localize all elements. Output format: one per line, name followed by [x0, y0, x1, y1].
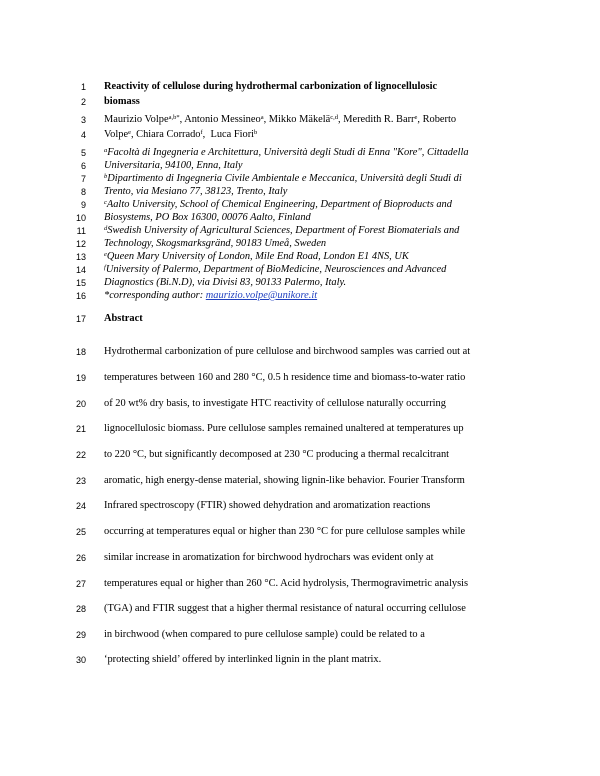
abstract-line: ‘protecting shield’ offered by interlinked lignin in the plant matrix. — [104, 654, 382, 665]
line-number: 5 — [80, 148, 86, 158]
paper-title-line: biomass — [104, 96, 140, 107]
affiliation-line: $^e$Queen Mary University of London, Mile End Road, London E1 4NS, UK — [104, 251, 409, 262]
paper-title-line: Reactivity of cellulose during hydrothermal carbonization of lignocellulosic — [104, 81, 438, 92]
affiliation-line: Technology, Skogsmarksgränd, 90183 Umeå, Sweden — [104, 238, 327, 249]
line-number: 29 — [75, 630, 86, 640]
line-number: 25 — [75, 527, 86, 537]
line-number: 17 — [75, 314, 86, 324]
line-number: 24 — [75, 501, 86, 511]
author-name: Chiara Corrado — [136, 129, 201, 140]
author-list: Maurizio Volpe$^{a,b*}$, Antonio Messineo$^a$, Mikko Mäkelä$^{c,d}$, Meredith R. Barr$^e$, Roberto — [104, 114, 457, 125]
line-number: 30 — [75, 655, 86, 665]
author-affiliation-mark: a — [260, 114, 264, 121]
abstract-line: aromatic, high energy-dense material, showing lignin-like behavior. Fourier Transform — [104, 475, 465, 486]
abstract-line: in birchwood (when compared to pure cellulose sample) could be related to a — [104, 629, 425, 640]
author-name: Antonio Messineo — [184, 114, 261, 125]
line-number: 2 — [80, 97, 86, 107]
author-affiliation-mark: b — [254, 129, 258, 136]
line-number: 22 — [75, 450, 86, 460]
author-name: Maurizio Volpe — [104, 114, 169, 125]
abstract-line: lignocellulosic biomass. Pure cellulose samples remained unaltered at temperatures up — [104, 423, 464, 434]
affiliation-line: Diagnostics (Bi.N.D), via Divisi 83, 90133 Palermo, Italy. — [104, 277, 347, 288]
line-number: 15 — [75, 278, 86, 288]
affiliation-line: $^b$Dipartimento di Ingegneria Civile Ambientale e Meccanica, Università degli Studi di — [104, 173, 462, 184]
line-number: 16 — [75, 291, 86, 301]
corresponding-author — [104, 290, 317, 301]
author-name: Mikko Mäkelä — [268, 114, 331, 125]
line-number: 3 — [80, 115, 86, 125]
line-number: 9 — [80, 200, 86, 210]
affiliation-line: $^a$Facoltà di Ingegneria e Architettura, Università degli Studi di Enna "Kore", Cittadella — [104, 147, 469, 158]
line-number: 7 — [80, 174, 86, 184]
line-number: 8 — [80, 187, 86, 197]
line-number: 27 — [75, 579, 86, 589]
affiliation-line: $^c$Aalto University, School of Chemical Engineering, Department of Bioproducts and — [104, 199, 452, 210]
line-number: 11 — [76, 226, 86, 236]
line-number: 14 — [75, 265, 86, 275]
author-affiliation-mark: e — [414, 114, 418, 121]
abstract-heading: Abstract — [104, 313, 143, 324]
abstract-line: occurring at temperatures equal or higher than 230 °C for pure cellulose samples while — [104, 526, 466, 537]
affiliation-line: Universitaria, 94100, Enna, Italy — [104, 160, 243, 171]
author-list: Volpe$^e$, Chiara Corrado$^f$, Luca Fiori$^b$ — [104, 129, 258, 140]
affiliation-mark: f — [104, 264, 106, 271]
abstract-line: Infrared spectroscopy (FTIR) showed dehydration and aromatization reactions — [104, 500, 431, 511]
author-affiliation-mark: f — [200, 129, 203, 136]
affiliation-mark: d — [104, 225, 108, 232]
abstract-line: to 220 °C, but significantly decomposed at 230 °C producing a thermal recalcitrant — [104, 449, 450, 460]
abstract-line: similar increase in aromatization for birchwood hydrochars was evident only at — [104, 552, 434, 563]
author-affiliation-mark: e — [128, 129, 131, 136]
affiliation-mark: c — [104, 199, 107, 206]
email-link[interactable]: maurizio.volpe@unikore.it — [205, 290, 318, 301]
affiliation-line: $^f$University of Palermo, Department of BioMedicine, Neurosciences and Advanced — [104, 264, 447, 275]
line-number: 20 — [75, 399, 86, 409]
affiliation-mark: b — [104, 173, 108, 180]
affiliation-mark: e — [104, 251, 107, 258]
line-number: 1 — [80, 82, 86, 92]
line-number: 23 — [75, 476, 86, 486]
line-number: 13 — [75, 252, 86, 262]
line-number: 26 — [75, 553, 86, 563]
abstract-line: Hydrothermal carbonization of pure cellulose and birchwood samples was carried out at — [104, 346, 471, 357]
line-number: 6 — [80, 161, 86, 171]
line-number: 28 — [75, 604, 86, 614]
abstract-line: temperatures between 160 and 280 °C, 0.5 h residence time and biomass-to-water ratio — [104, 372, 466, 383]
affiliation-line: Trento, via Mesiano 77, 38123, Trento, Italy — [104, 186, 288, 197]
affiliation-line: $^d$Swedish University of Agricultural Sciences, Department of Forest Biomaterials and — [104, 225, 460, 236]
line-number: 12 — [75, 239, 86, 249]
affiliation-mark: a — [104, 147, 108, 154]
abstract-line: (TGA) and FTIR suggest that a higher thermal resistance of natural occurring cellulose — [104, 603, 466, 614]
author-name: Meredith R. Barr — [343, 114, 415, 125]
line-number: 4 — [80, 130, 86, 140]
line-number: 21 — [75, 424, 86, 434]
abstract-line: of 20 wt% dry basis, to investigate HTC reactivity of cellulose naturally occurring — [104, 398, 446, 409]
author-name: Luca Fiori — [210, 129, 255, 140]
line-number: 19 — [75, 373, 86, 383]
author-affiliation-mark: c,d — [330, 114, 339, 121]
line-number: 10 — [75, 213, 86, 223]
abstract-line: temperatures equal or higher than 260 °C. Acid hydrolysis, Thermogravimetric analysis — [104, 578, 469, 589]
affiliation-line: Biosystems, PO Box 16300, 00076 Aalto, Finland — [104, 212, 311, 223]
line-number: 18 — [75, 347, 86, 357]
author-affiliation-mark: a,b* — [168, 114, 180, 121]
corresponding-label: *corresponding author: — [104, 290, 206, 301]
